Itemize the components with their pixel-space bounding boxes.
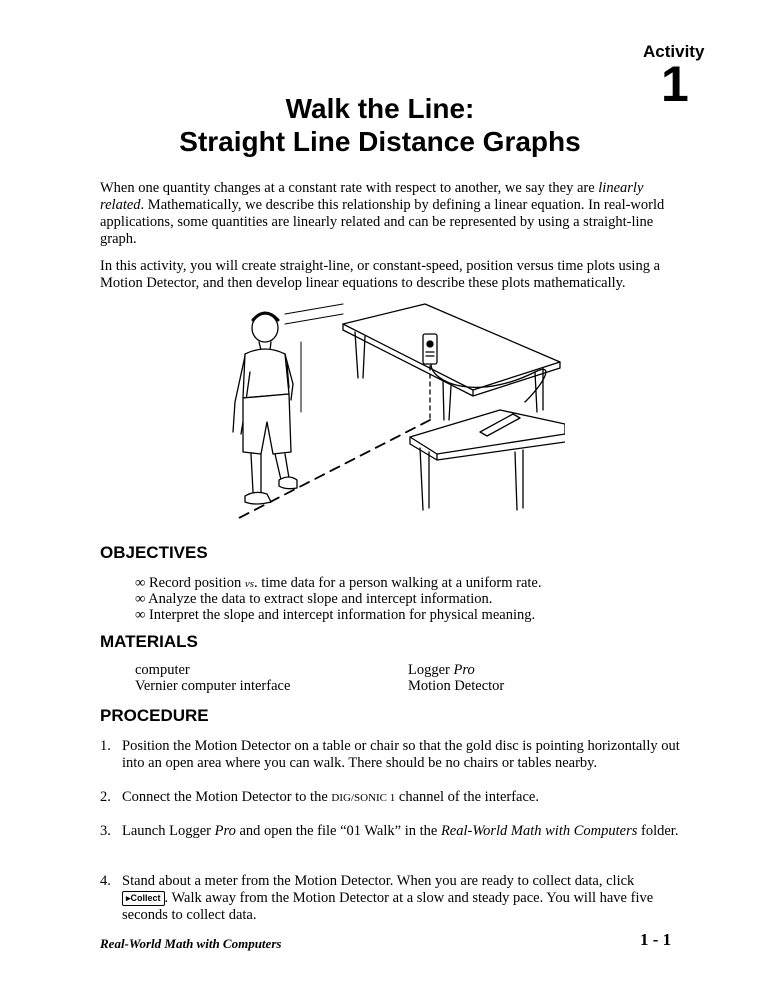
title-line-1: Walk the Line: [285,93,475,124]
play-icon: ▸ [126,893,131,903]
objective-item: ∞ Record position vs. time data for a person walking at a uniform rate. [135,575,542,591]
motion-detector-illustration [215,302,565,530]
infinity-bullet-icon: ∞ [135,607,146,623]
material-item: Logger Pro [408,662,475,678]
infinity-bullet-icon: ∞ [135,591,146,607]
procedure-heading: PROCEDURE [100,706,209,725]
footer-book-title: Real-World Math with Computers [100,936,282,951]
footer-page-number: 1 - 1 [640,930,672,949]
activity-number: 1 [661,56,689,112]
material-item: Vernier computer interface [135,678,291,694]
materials-heading: MATERIALS [100,632,198,651]
page-title [130,92,630,158]
procedure-step: 2. Connect the Motion Detector to the DIG/SONIC 1 channel of the interface. [100,789,539,805]
procedure-step: 3. Launch Logger Pro and open the file “01 Walk” in the Real-World Math with Computers folder. [100,823,679,839]
material-item: Motion Detector [408,678,505,694]
infinity-bullet-icon: ∞ [135,575,146,591]
objectives-heading: OBJECTIVES [100,543,208,562]
intro-paragraph-2: In this activity, you will create straight-line, or constant-speed, position versus time plots using a Motion Detector, and then develop linear equations to describe these plots mathematically. [100,258,661,291]
procedure-step: 4. Stand about a meter from the Motion Detector. When you are ready to collect data, click ▸Collect . Walk away from the Motion Detector at a slow and steady pace. You will have five seconds to collect data. [100,873,654,923]
title-line-2: Straight Line Distance Graphs [179,126,581,157]
objective-item: ∞ Interpret the slope and intercept information for physical meaning. [135,607,536,623]
material-item: computer [135,662,190,678]
intro-paragraph-1: When one quantity changes at a constant rate with respect to another, we say they are linearly related. Mathematically, we describe this relationship by defining a linear equation. In real-world applications, some quantities are linearly related and can be represented by using a straight-line graph. [100,180,665,247]
collect-button[interactable]: ▸Collect [122,891,165,906]
procedure-step: 1. Position the Motion Detector on a table or chair so that the gold disc is pointing horizontally out into an open area where you can walk. There should be no chairs or tables nearby. [100,738,680,771]
activity-label: Activity [643,42,705,61]
objective-item: ∞ Analyze the data to extract slope and intercept information. [135,591,493,607]
